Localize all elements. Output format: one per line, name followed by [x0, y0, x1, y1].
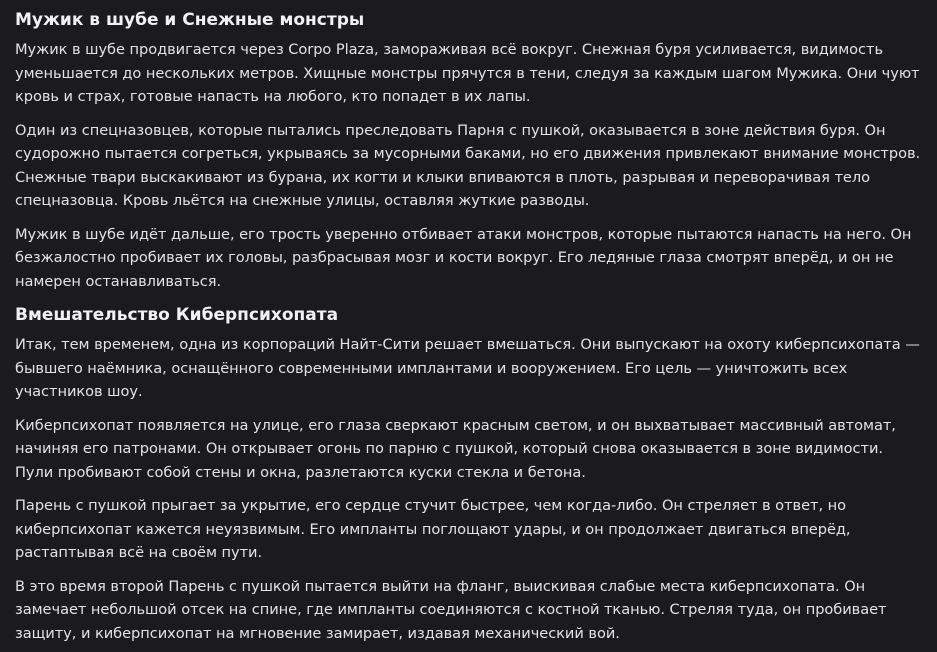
paragraph: Итак, тем временем, одна из корпораций Найт-Сити решает вмешаться. Они выпускают на охоту киберпсихопата — бывшего наёмника, оснащённого современными имплантами и вооружением. Его цель — уничтожить всех участников шоу.	[15, 336, 920, 400]
paragraph: Один из спецназовцев, которые пытались преследовать Парня с пушкой, оказывается в зоне действия буря. Он судорожно пытается согреться, укрываясь за мусорными баками, но его движения привлекают внимание монстров. Снежные твари выскакивают из бурана, их когти и клыки впиваются в плоть, разрывая и переворачивая тело спецназовца. Кровь льётся на снежные улицы, оставляя жуткие разводы.	[15, 121, 921, 209]
paragraph: Мужик в шубе идёт дальше, его трость уверенно отбивает атаки монстров, которые пытаются напасть на него. Он безжалостно пробивает их головы, разбрасывая мозг и кости вокруг. Его ледяные глаза смотрят вперёд, и он не намерен останавливаться.	[15, 225, 912, 290]
section-heading: Вмешательство Киберпсихопата	[15, 305, 339, 325]
paragraph: Киберпсихопат появляется на улице, его глаза сверкают красным светом, и он выхватывает массивный автомат, начиняя его патронами. Он открывает огонь по парню с пушкой, который снова оказывается в зоне видимости. Пули пробивают собой стены и окна, разлетаются куски стекла и бетона.	[15, 416, 896, 481]
section-heading: Мужик в шубе и Снежные монстры	[15, 10, 365, 30]
paragraph: В это время второй Парень с пушкой пытается выйти на фланг, выискивая слабые места киберпсихопата. Он замечает небольшой отсек на спине, где импланты соединяются с костной тканью. Стреляя туда, он пробивает защиту, и киберпсихопат на мгновение замирает, издавая механический вой.	[15, 577, 887, 642]
paragraph: Мужик в шубе продвигается через Corpo Plaza, замораживая всё вокруг. Снежная буря усиливается, видимость уменьшается до нескольких метров. Хищные монстры прячутся в тени, следуя за каждым шагом Мужика. Они чуют кровь и страх, готовые напасть на любого, кто попадет в их лапы.	[15, 41, 920, 105]
paragraph: Парень с пушкой прыгает за укрытие, его сердце стучит быстрее, чем когда-либо. Он стреляет в ответ, но киберпсихопат кажется неуязвимым. Его импланты поглощают удары, и он продолжает двигаться вперёд, растаптывая всё на своём пути.	[15, 497, 851, 561]
